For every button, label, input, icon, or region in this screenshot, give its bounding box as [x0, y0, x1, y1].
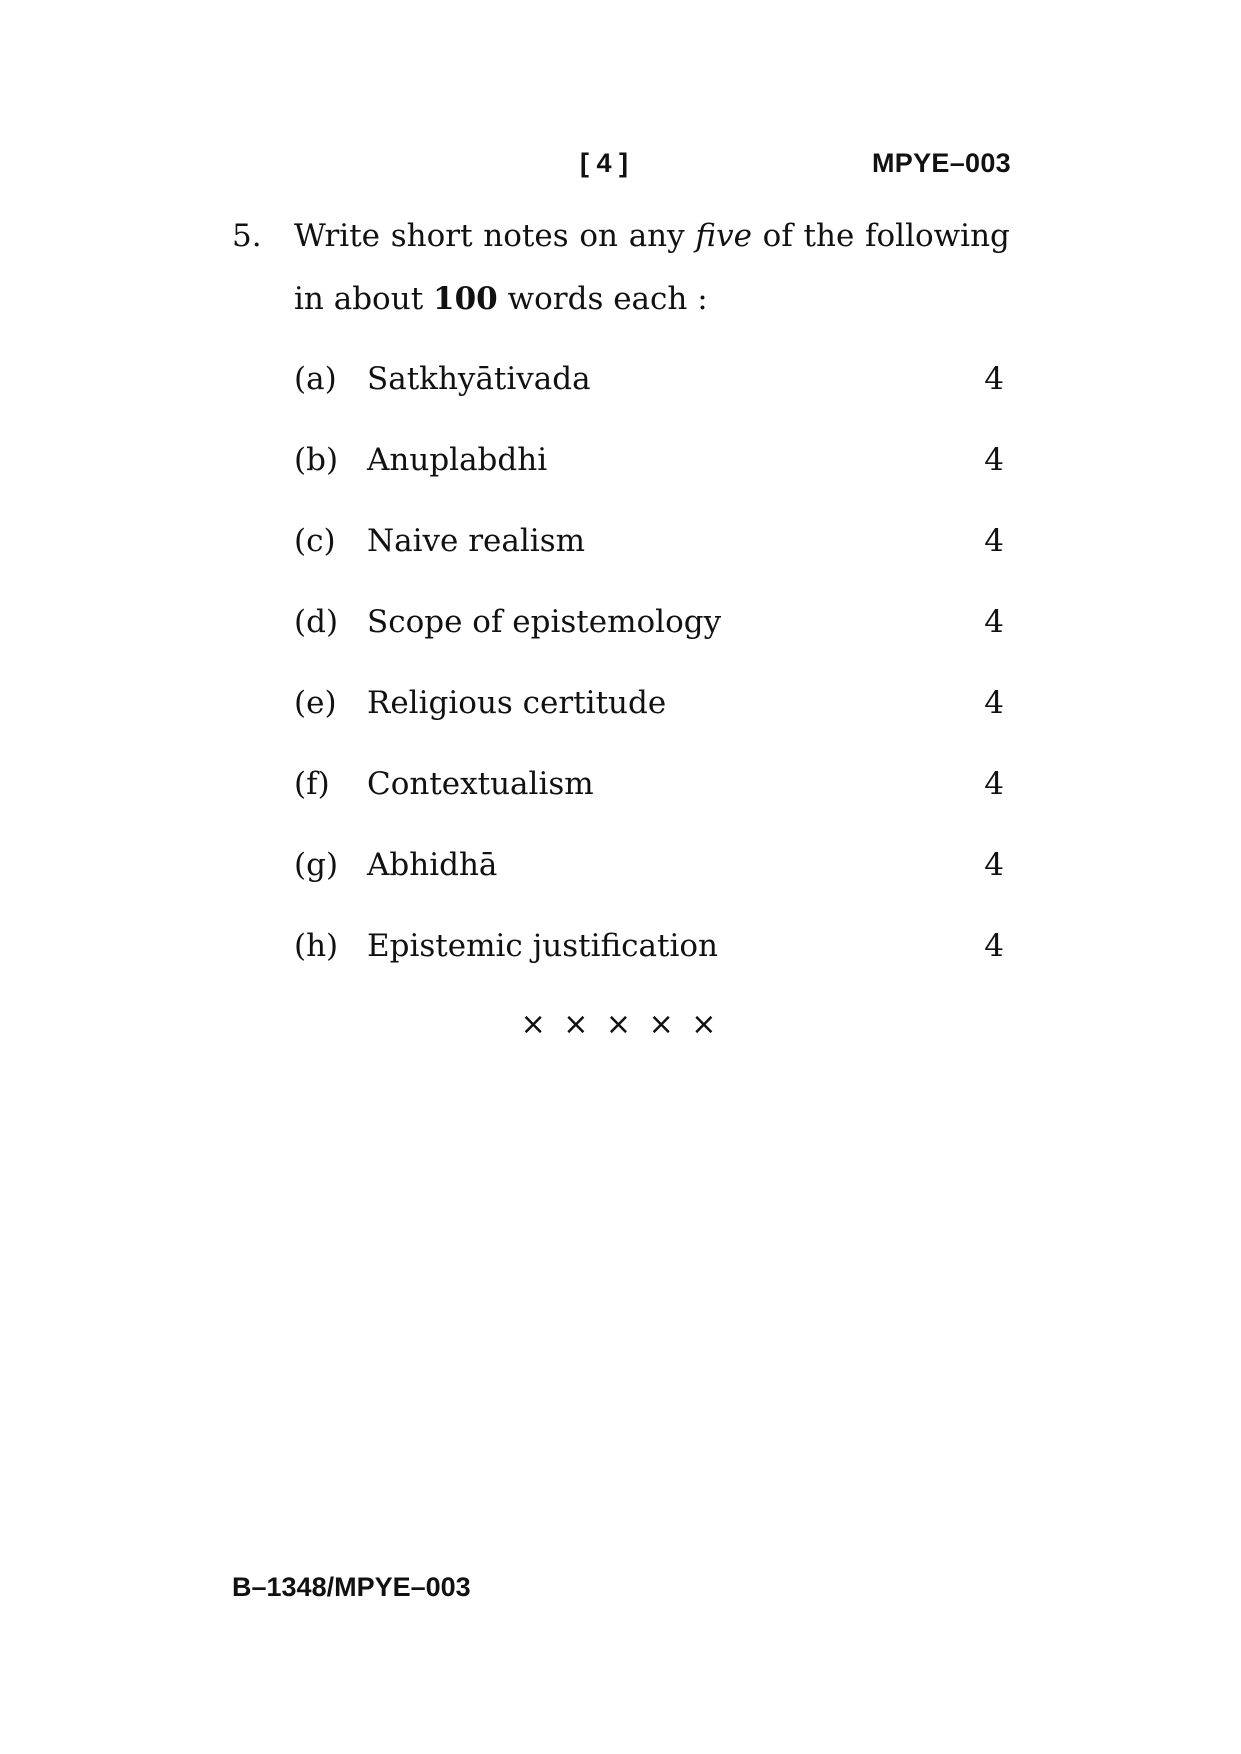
list-item	[294, 766, 1010, 847]
list-item	[294, 685, 1010, 766]
question-word-of: of	[762, 218, 793, 254]
end-of-paper-marker: × × × × ×	[520, 1007, 721, 1042]
question-word-five: five	[695, 218, 752, 254]
item-text: Naive realism	[367, 523, 586, 559]
list-item	[294, 442, 1010, 523]
list-item	[294, 928, 1010, 1009]
item-label: (h)	[294, 928, 339, 964]
page-number: [ 4 ]	[580, 148, 629, 178]
footer-course-code: B–1348/MPYE–003	[232, 1572, 471, 1602]
item-marks: 4	[984, 361, 1004, 397]
item-text: Religious certitude	[367, 685, 667, 721]
list-item	[294, 847, 1010, 928]
item-text: Satkhyātivada	[367, 361, 591, 397]
question-items-list	[294, 361, 1010, 1009]
item-text: Contextualism	[367, 766, 594, 802]
item-marks: 4	[984, 604, 1004, 640]
item-label: (c)	[294, 523, 336, 559]
question-word-the: the	[803, 218, 855, 254]
list-item	[294, 361, 1010, 442]
item-text: Scope of epistemology	[367, 604, 722, 640]
course-code-header: MPYE–003	[872, 148, 1011, 178]
question-text-line-2: in about 100 words each :	[294, 281, 708, 317]
question-word-following: following	[865, 218, 1010, 254]
item-label: (e)	[294, 685, 337, 721]
question-word-write: Write	[294, 218, 381, 254]
item-marks: 4	[984, 523, 1004, 559]
question-word-on: on	[579, 218, 618, 254]
list-item	[294, 604, 1010, 685]
item-text: Epistemic justification	[367, 928, 719, 964]
item-label: (a)	[294, 361, 337, 397]
question-word-notes: notes	[483, 218, 569, 254]
item-marks: 4	[984, 928, 1004, 964]
item-label: (b)	[294, 442, 339, 478]
item-text: Anuplabdhi	[367, 442, 548, 478]
question-text-line-1	[294, 218, 1010, 254]
item-label: (d)	[294, 604, 339, 640]
question-word-any: any	[628, 218, 685, 254]
question-word-short: short	[390, 218, 473, 254]
item-marks: 4	[984, 685, 1004, 721]
item-marks: 4	[984, 847, 1004, 883]
item-label: (f)	[294, 766, 330, 802]
item-marks: 4	[984, 442, 1004, 478]
item-label: (g)	[294, 847, 339, 883]
item-text: Abhidhā	[367, 847, 498, 883]
list-item	[294, 523, 1010, 604]
item-marks: 4	[984, 766, 1004, 802]
question-number: 5.	[232, 218, 262, 254]
